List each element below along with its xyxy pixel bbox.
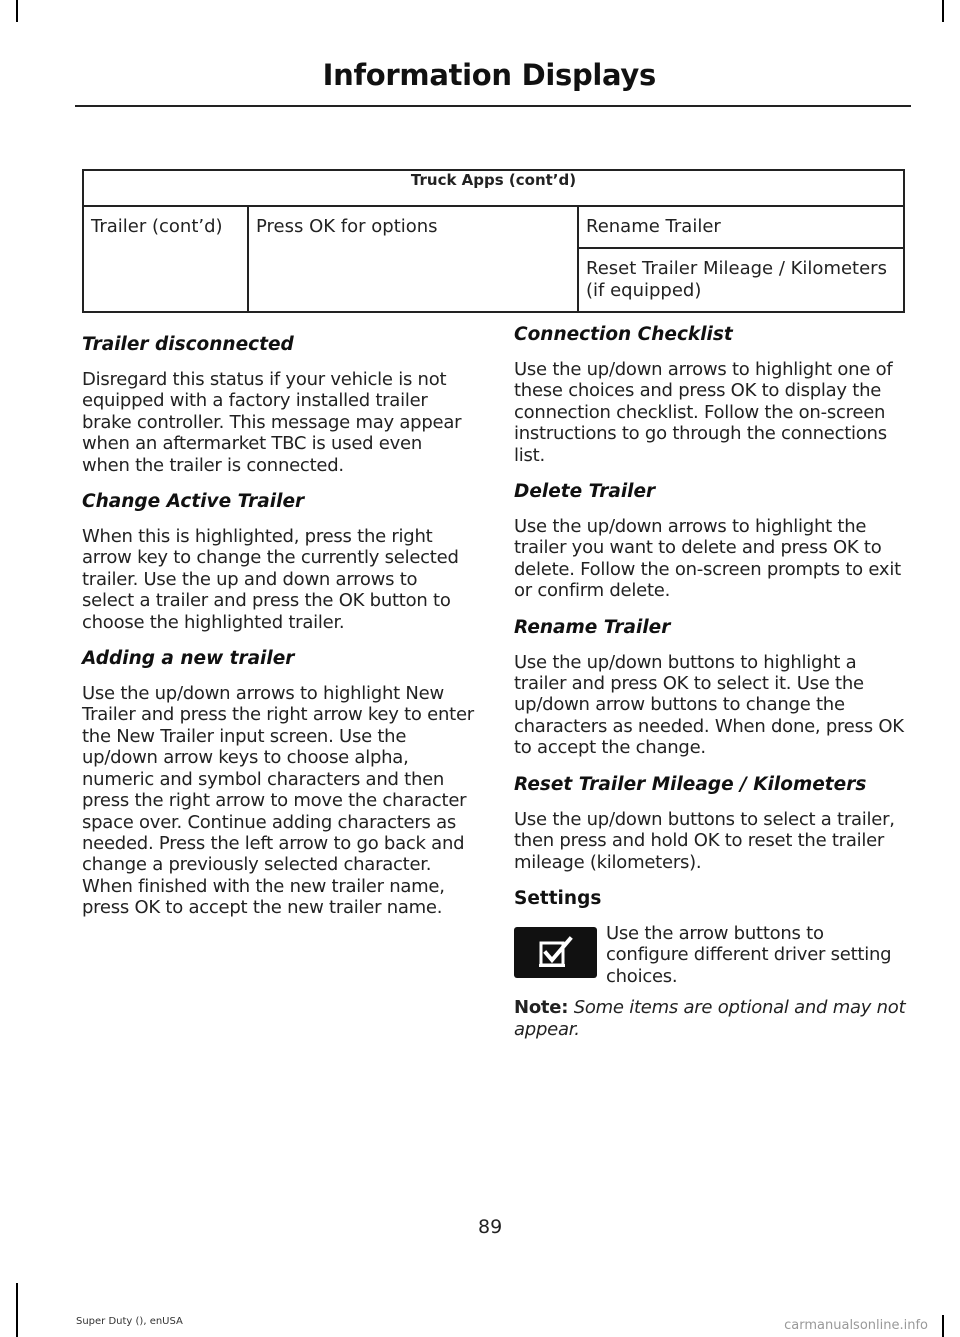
section-body: Use the up/down arrows to highlight one of these choices and press OK to display the connection checklist. Follow the on-screen instructions to go through the connections list. [514, 359, 893, 466]
section-heading: Trailer disconnected [82, 334, 294, 355]
page-number: 89 [478, 1216, 503, 1238]
page-title: Information Displays [322, 58, 656, 92]
crop-mark-bottom-left [16, 1283, 18, 1337]
section-body: Use the up/down buttons to select a trailer, then press and hold OK to reset the trailer mileage (kilometers). [514, 808, 895, 873]
crop-mark-top-right [942, 0, 944, 22]
right-column [514, 323, 906, 1054]
edition-label: Super Duty (), enUSA [76, 1316, 183, 1327]
section-heading: Adding a new trailer [82, 648, 295, 670]
note-label: Note: [514, 997, 569, 1019]
settings-body: Use the arrow buttons to configure different driver setting choices. [606, 922, 892, 987]
section-body: When this is highlighted, press the right arrow key to change the currently selected trailer. Use the up and down arrows to select a trailer and press the OK button to choose the highlighted trailer. [82, 526, 459, 633]
settings-checkbox-icon [514, 927, 597, 978]
truck-apps-table [82, 169, 905, 313]
note-text: Some items are optional and may not appear. [514, 997, 906, 1040]
settings-heading: Settings [514, 887, 602, 909]
section-heading: Connection Checklist [514, 324, 733, 345]
settings-note [514, 997, 906, 1040]
section-heading: Rename Trailer [514, 616, 671, 638]
section-body: Disregard this status if your vehicle is not equipped with a factory installed trailer brake controller. This message may appear when an aftermarket TBC is used even when the trailer is connected. [82, 369, 462, 476]
header-divider [75, 105, 911, 107]
table-cell-option: Rename Trailer [578, 206, 904, 248]
section-heading: Delete Trailer [514, 481, 656, 503]
table-cell-action: Press OK for options [248, 206, 578, 312]
section-body: Use the up/down arrows to highlight New Trailer and press the right arrow key to enter the New Trailer input screen. Use the up/down arrow keys to choose alpha, numeric and symbol characters and then press the right arrow to move the character space over. Continue adding characters as needed. Press the left arrow to go back and change a previously selected character. When finished with the new trailer name, press OK to accept the new trailer name. [82, 683, 474, 919]
section-body: Use the up/down arrows to highlight the trailer you want to delete and press OK to delete. Follow the on-screen prompts to exit or confirm delete. [514, 516, 901, 602]
section-heading: Reset Trailer Mileage / Kilometers [514, 773, 867, 795]
table-caption: Truck Apps (cont’d) [83, 170, 904, 206]
settings-row [514, 923, 906, 987]
table-cell-menu: Trailer (cont’d) [83, 206, 248, 312]
crop-mark-bottom-right [942, 1315, 944, 1337]
crop-mark-top-left [16, 0, 18, 22]
section-heading: Change Active Trailer [82, 491, 305, 513]
table-cell-option: Reset Trailer Mileage / Kilometers (if equipped) [578, 248, 904, 312]
table-caption-row [83, 170, 904, 206]
table-row [83, 206, 904, 248]
watermark: carmanualsonline.info [784, 1318, 928, 1333]
left-column [82, 333, 474, 933]
section-body: Use the up/down buttons to highlight a trailer and press OK to select it. Use the up/down arrow buttons to change the characters as needed. When done, press OK to accept the change. [514, 651, 904, 759]
